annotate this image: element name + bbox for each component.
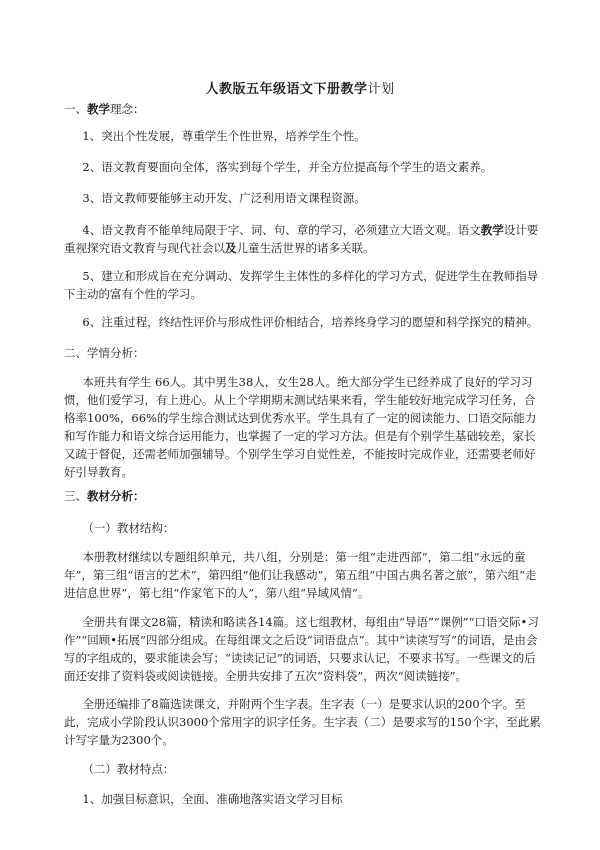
paragraph-8: 本册教材继续以专题组织单元，共八组，分别是：第一组“走进西部”，第二组“永远的童年”，第三组“语言的艺术”，第四组“他们让我感动”，第五组“中国古典名著之旅”，第六组“走进信息世界”，第七组“作家笔下的人”，第八组“异域风情”。 xyxy=(64,550,537,600)
section-2-heading: 二、学情分析： xyxy=(64,346,145,360)
paragraph-11: 1、加强目标意识，全面、准确地落实语文学习目标 xyxy=(82,792,343,806)
paragraph-3: 3、语文教师要能够主动开发、广泛利用语文课程资源。 xyxy=(82,191,366,205)
section-3-heading: 三、教材分析： xyxy=(64,489,145,503)
paragraph-4: 4、语文教育不能单纯局限于字、词、句、章的学习，必须建立大语文观。语文教学设计要重视探究语文教育与现代社会以及儿童生活世界的诸多关联。 xyxy=(64,223,539,255)
h1-prefix: 一、 xyxy=(64,102,87,116)
subsection-3b-heading: （二）教材特点： xyxy=(82,762,175,776)
title-light: 计划 xyxy=(367,82,395,97)
paragraph-10: 全册还编排了8篇选读课文，并附两个生字表。生字表（一）是要求认识的200个字。至此，完成小学阶段认识3000个常用字的识字任务。生字表（二）是要求写的150个字，至此累计写字量为2300个。 xyxy=(64,697,541,747)
title-bold: 人教版五年级语文下册教学 xyxy=(205,82,368,97)
paragraph-2: 2、语文教育要面向全体，落实到每个学生，并全方位提高每个学生的语文素养。 xyxy=(82,160,493,174)
paragraph-7: 本班共有学生 66人。其中男生38人，女生28人。绝大部分学生已经养成了良好的学习习惯，他们爱学习，有上进心。从上个学期期末测试结果来看，学生能较好地完成学习任务，合格率100%，66%的学生综合测试达到优秀水平。学生具有了一定的阅读能力、口语交际能力和写作能力和语文综合运用能力，也掌握了一定的学习方法。但是有个别学生基础较差，家长又疏于督促，还需老师加强辅导。个别学生学习自觉性差，不能按时完成作业，还需要老师好好引导教育。 xyxy=(64,375,537,479)
paragraph-5: 5、建立和形成旨在充分调动、发挥学生主体性的多样化的学习方式，促进学生在教师指导下主动的富有个性的学习。 xyxy=(64,269,539,301)
h1-suffix: 理念： xyxy=(110,102,145,116)
h1-bold: 教学 xyxy=(87,102,110,116)
paragraph-6: 6、注重过程，终结性评价与形成性评价相结合，培养终身学习的愿望和科学探究的精神。 xyxy=(82,315,539,329)
paragraph-9: 全册共有课文28篇，精读和略读各14篇。这七组教材，每组由“导语”“课例”“口语交际•习作”“回顾•拓展”四部分组成。在每组课文之后设“词语盘点”。其中“读读写写”的词语，是由会写的字组成的，要求能读会写；“读读记记”的词语，只要求认记，不要求书写。一些课文的后面还安排了资料袋或阅读链接。全册共安排了五次“资料袋”，两次“阅读链接”。 xyxy=(64,615,539,683)
page-title xyxy=(0,78,600,97)
paragraph-1: 1、突出个性发展，尊重学生个性世界，培养学生个性。 xyxy=(82,129,366,143)
subsection-3a-heading: （一）教材结构： xyxy=(82,521,175,535)
section-1-heading xyxy=(64,100,542,118)
